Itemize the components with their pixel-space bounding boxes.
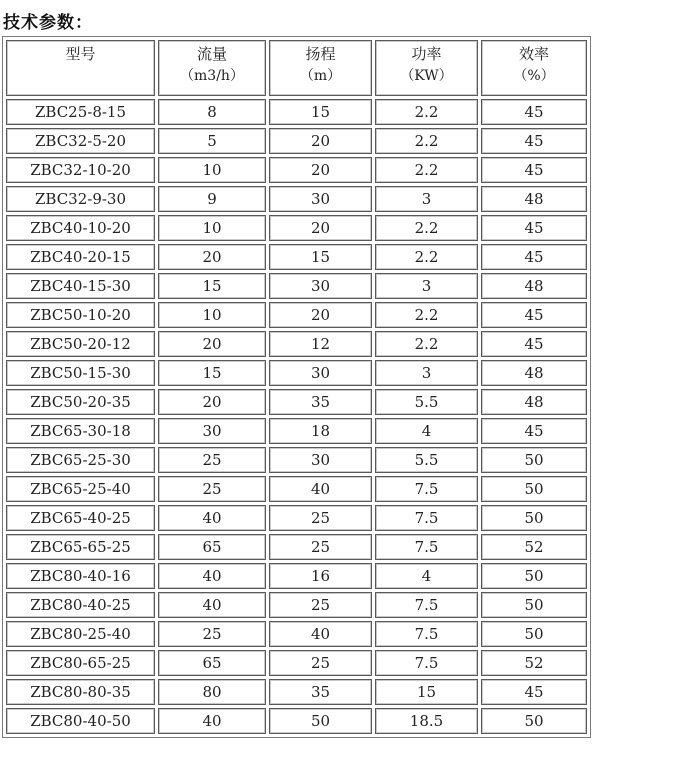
cell-power: 15 — [375, 679, 478, 705]
cell-head: 20 — [269, 157, 372, 183]
cell-model: ZBC80-40-50 — [6, 708, 155, 734]
table-row — [6, 215, 587, 241]
cell-efficiency: 48 — [481, 389, 587, 415]
cell-efficiency: 50 — [481, 621, 587, 647]
cell-efficiency: 52 — [481, 534, 587, 560]
table-row — [6, 302, 587, 328]
table-row — [6, 186, 587, 212]
cell-flow: 10 — [158, 215, 266, 241]
cell-efficiency: 45 — [481, 418, 587, 444]
cell-head: 40 — [269, 621, 372, 647]
cell-flow: 80 — [158, 679, 266, 705]
cell-flow: 30 — [158, 418, 266, 444]
cell-power: 2.2 — [375, 215, 478, 241]
cell-head: 18 — [269, 418, 372, 444]
cell-head: 20 — [269, 128, 372, 154]
cell-model: ZBC32-9-30 — [6, 186, 155, 212]
cell-head: 30 — [269, 186, 372, 212]
cell-head: 30 — [269, 360, 372, 386]
cell-efficiency: 45 — [481, 157, 587, 183]
table-row — [6, 99, 587, 125]
cell-power: 7.5 — [375, 534, 478, 560]
cell-head: 20 — [269, 215, 372, 241]
cell-power: 2.2 — [375, 244, 478, 270]
cell-power: 7.5 — [375, 476, 478, 502]
cell-head: 16 — [269, 563, 372, 589]
cell-model: ZBC40-10-20 — [6, 215, 155, 241]
cell-efficiency: 48 — [481, 360, 587, 386]
cell-head: 25 — [269, 534, 372, 560]
header-power: 功率 （KW） — [375, 40, 478, 96]
section-title: 技术参数： — [3, 13, 93, 33]
header-row — [6, 40, 587, 96]
table-row — [6, 244, 587, 270]
header-model: 型号 — [6, 40, 155, 96]
cell-model: ZBC40-20-15 — [6, 244, 155, 270]
cell-efficiency: 48 — [481, 273, 587, 299]
cell-power: 2.2 — [375, 331, 478, 357]
cell-power: 7.5 — [375, 650, 478, 676]
header-efficiency: 效率 （%） — [481, 40, 587, 96]
cell-model: ZBC50-20-35 — [6, 389, 155, 415]
table-row — [6, 273, 587, 299]
cell-flow: 25 — [158, 476, 266, 502]
cell-model: ZBC80-40-16 — [6, 563, 155, 589]
cell-head: 25 — [269, 592, 372, 618]
cell-flow: 15 — [158, 360, 266, 386]
cell-power: 7.5 — [375, 592, 478, 618]
cell-head: 40 — [269, 476, 372, 502]
cell-flow: 65 — [158, 650, 266, 676]
table-row — [6, 389, 587, 415]
cell-power: 2.2 — [375, 157, 478, 183]
cell-model: ZBC80-65-25 — [6, 650, 155, 676]
cell-power: 2.2 — [375, 99, 478, 125]
cell-head: 25 — [269, 650, 372, 676]
cell-flow: 8 — [158, 99, 266, 125]
cell-head: 30 — [269, 273, 372, 299]
cell-flow: 20 — [158, 244, 266, 270]
table-row — [6, 157, 587, 183]
cell-efficiency: 45 — [481, 244, 587, 270]
cell-flow: 25 — [158, 447, 266, 473]
table-row — [6, 563, 587, 589]
cell-model: ZBC80-80-35 — [6, 679, 155, 705]
table-row — [6, 447, 587, 473]
cell-efficiency: 50 — [481, 505, 587, 531]
cell-efficiency: 50 — [481, 563, 587, 589]
cell-model: ZBC50-15-30 — [6, 360, 155, 386]
cell-flow: 10 — [158, 302, 266, 328]
cell-power: 5.5 — [375, 447, 478, 473]
table-body — [6, 99, 587, 734]
cell-efficiency: 45 — [481, 128, 587, 154]
cell-power: 2.2 — [375, 302, 478, 328]
cell-head: 30 — [269, 447, 372, 473]
cell-power: 5.5 — [375, 389, 478, 415]
table-row — [6, 592, 587, 618]
table-row — [6, 476, 587, 502]
cell-model: ZBC32-10-20 — [6, 157, 155, 183]
cell-head: 35 — [269, 389, 372, 415]
cell-head: 35 — [269, 679, 372, 705]
cell-flow: 9 — [158, 186, 266, 212]
cell-efficiency: 45 — [481, 99, 587, 125]
cell-head: 50 — [269, 708, 372, 734]
cell-power: 4 — [375, 418, 478, 444]
cell-model: ZBC65-30-18 — [6, 418, 155, 444]
cell-efficiency: 45 — [481, 331, 587, 357]
cell-model: ZBC65-25-40 — [6, 476, 155, 502]
cell-efficiency: 50 — [481, 476, 587, 502]
cell-efficiency: 48 — [481, 186, 587, 212]
cell-power: 3 — [375, 273, 478, 299]
cell-flow: 40 — [158, 708, 266, 734]
cell-head: 20 — [269, 302, 372, 328]
cell-model: ZBC65-65-25 — [6, 534, 155, 560]
cell-power: 3 — [375, 186, 478, 212]
cell-efficiency: 45 — [481, 302, 587, 328]
header-flow: 流量 （m3/h） — [158, 40, 266, 96]
cell-efficiency: 52 — [481, 650, 587, 676]
cell-efficiency: 45 — [481, 679, 587, 705]
cell-flow: 40 — [158, 505, 266, 531]
cell-power: 18.5 — [375, 708, 478, 734]
cell-flow: 40 — [158, 563, 266, 589]
table-row — [6, 418, 587, 444]
cell-flow: 20 — [158, 389, 266, 415]
table-row — [6, 360, 587, 386]
table-row — [6, 128, 587, 154]
cell-efficiency: 50 — [481, 447, 587, 473]
table-row — [6, 534, 587, 560]
cell-model: ZBC32-5-20 — [6, 128, 155, 154]
cell-flow: 65 — [158, 534, 266, 560]
cell-model: ZBC50-20-12 — [6, 331, 155, 357]
cell-power: 3 — [375, 360, 478, 386]
cell-head: 12 — [269, 331, 372, 357]
cell-efficiency: 45 — [481, 215, 587, 241]
table-row — [6, 708, 587, 734]
cell-efficiency: 50 — [481, 708, 587, 734]
cell-power: 7.5 — [375, 505, 478, 531]
header-head: 扬程 （m） — [269, 40, 372, 96]
cell-model: ZBC80-25-40 — [6, 621, 155, 647]
technical-parameters-table — [2, 36, 591, 738]
cell-model: ZBC80-40-25 — [6, 592, 155, 618]
cell-flow: 20 — [158, 331, 266, 357]
cell-model: ZBC65-40-25 — [6, 505, 155, 531]
cell-flow: 40 — [158, 592, 266, 618]
cell-flow: 25 — [158, 621, 266, 647]
cell-power: 2.2 — [375, 128, 478, 154]
cell-model: ZBC65-25-30 — [6, 447, 155, 473]
cell-model: ZBC50-10-20 — [6, 302, 155, 328]
cell-model: ZBC40-15-30 — [6, 273, 155, 299]
cell-power: 4 — [375, 563, 478, 589]
table-row — [6, 621, 587, 647]
cell-head: 15 — [269, 244, 372, 270]
cell-efficiency: 50 — [481, 592, 587, 618]
table-row — [6, 679, 587, 705]
cell-flow: 5 — [158, 128, 266, 154]
cell-head: 15 — [269, 99, 372, 125]
cell-power: 7.5 — [375, 621, 478, 647]
table-row — [6, 505, 587, 531]
table-row — [6, 650, 587, 676]
cell-model: ZBC25-8-15 — [6, 99, 155, 125]
cell-flow: 10 — [158, 157, 266, 183]
cell-head: 25 — [269, 505, 372, 531]
cell-flow: 15 — [158, 273, 266, 299]
table-row — [6, 331, 587, 357]
